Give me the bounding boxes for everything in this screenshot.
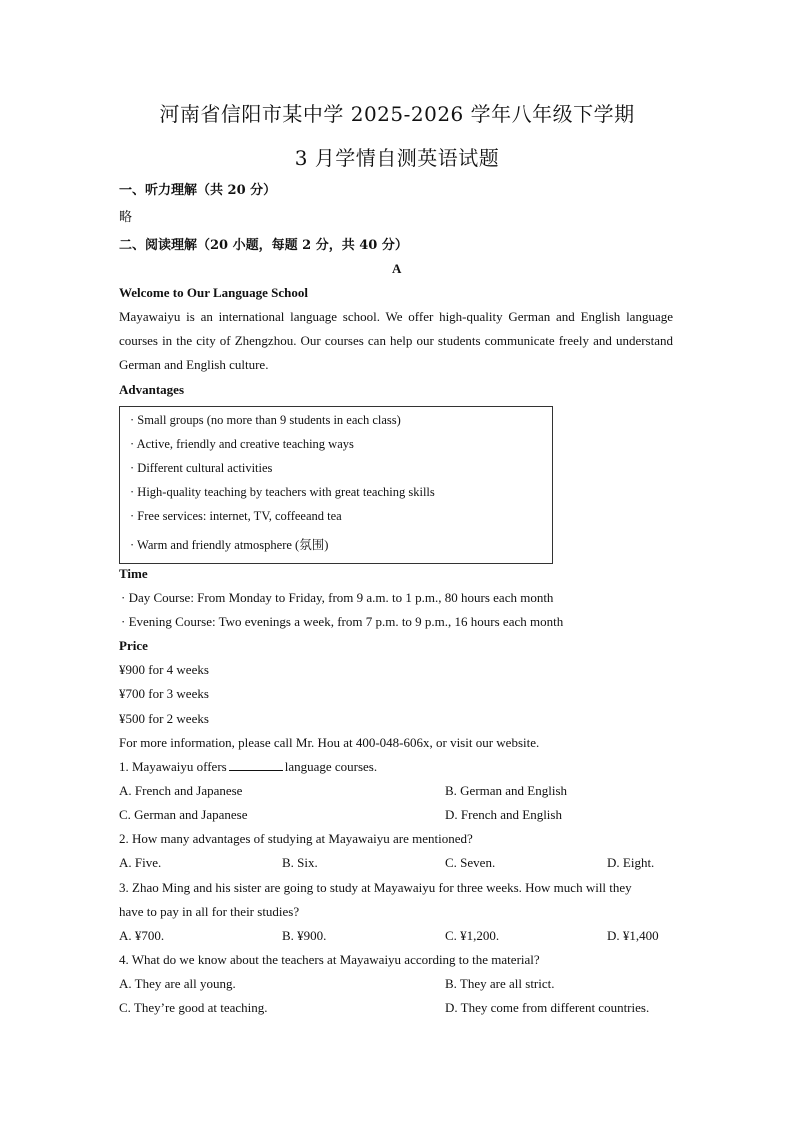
advantage-item: · Warm and friendly atmosphere (氛围) <box>130 538 329 552</box>
advantage-item: · Different cultural activities <box>130 461 273 475</box>
time-item-evening: · Evening Course: Two evenings a week, from 7 p.m. to 9 p.m., 16 hours each month <box>121 614 564 629</box>
question-1-stem <box>119 759 377 775</box>
option-a: A. Five. <box>119 855 162 870</box>
option-b: B. German and English <box>445 783 568 798</box>
option-d: D. ¥1,400 <box>607 928 659 943</box>
option-c: C. Seven. <box>445 855 496 870</box>
option-d: D. They come from different countries. <box>445 1000 650 1015</box>
passage-letter: A <box>392 261 402 276</box>
time-heading: Time <box>119 566 148 581</box>
question-3-stem-line2: have to pay in all for their studies? <box>119 904 300 919</box>
section1-heading: 一、听力理解（共 20 分） <box>119 183 277 198</box>
price-item: ¥700 for 3 weeks <box>119 686 209 701</box>
question-1-stem-before: 1. Mayawaiyu offers <box>119 759 227 774</box>
question-4-stem: 4. What do we know about the teachers at Mayawaiyu according to the material? <box>119 952 540 967</box>
advantage-item: · Free services: internet, TV, coffeeand tea <box>130 509 342 523</box>
passage-title: Welcome to Our Language School <box>119 285 308 300</box>
exam-title-line1: 河南省信阳市某中学 2025-2026 学年八年级下学期 <box>159 102 635 126</box>
advantages-heading: Advantages <box>119 382 185 397</box>
contact-info: For more information, please call Mr. Hou at 400-048-606x, or visit our website. <box>119 735 540 750</box>
advantage-item: · Small groups (no more than 9 students in each class) <box>130 413 401 427</box>
option-b: B. ¥900. <box>282 928 327 943</box>
option-a: A. ¥700. <box>119 928 165 943</box>
section2-heading: 二、阅读理解（20 小题，每题 2 分，共 40 分） <box>119 238 408 253</box>
option-c: C. German and Japanese <box>119 807 248 822</box>
time-item-day: · Day Course: From Monday to Friday, from 9 a.m. to 1 p.m., 80 hours each month <box>121 590 554 605</box>
option-c: C. ¥1,200. <box>445 928 500 943</box>
question-3-stem-line1: 3. Zhao Ming and his sister are going to study at Mayawaiyu for three weeks. How much will they <box>119 880 632 895</box>
price-item: ¥500 for 2 weeks <box>119 711 209 726</box>
option-a: A. They are all young. <box>119 976 236 991</box>
answer-blank <box>229 759 283 771</box>
option-d: D. French and English <box>445 807 562 822</box>
advantage-item: · High-quality teaching by teachers with great teaching skills <box>130 485 435 499</box>
price-heading: Price <box>119 638 148 653</box>
option-b: B. Six. <box>282 855 318 870</box>
advantage-item: · Active, friendly and creative teaching ways <box>130 437 354 451</box>
option-b: B. They are all strict. <box>445 976 555 991</box>
option-d: D. Eight. <box>607 855 655 870</box>
option-c: C. They’re good at teaching. <box>119 1000 268 1015</box>
question-1-stem-after: language courses. <box>284 759 378 774</box>
passage-intro: Mayawaiyu is an international language school. We offer high-quality German and English language courses in the city of Zhengzhou. Our courses can help our students communicate freely and understand German and English culture. <box>119 309 673 372</box>
question-2-stem: 2. How many advantages of studying at Mayawaiyu are mentioned? <box>119 831 473 846</box>
exam-title-line2: 3 月学情自测英语试题 <box>294 146 500 170</box>
advantages-box <box>119 406 553 564</box>
section1-body: 略 <box>119 209 133 224</box>
price-item: ¥900 for 4 weeks <box>119 662 209 677</box>
option-a: A. French and Japanese <box>119 783 243 798</box>
